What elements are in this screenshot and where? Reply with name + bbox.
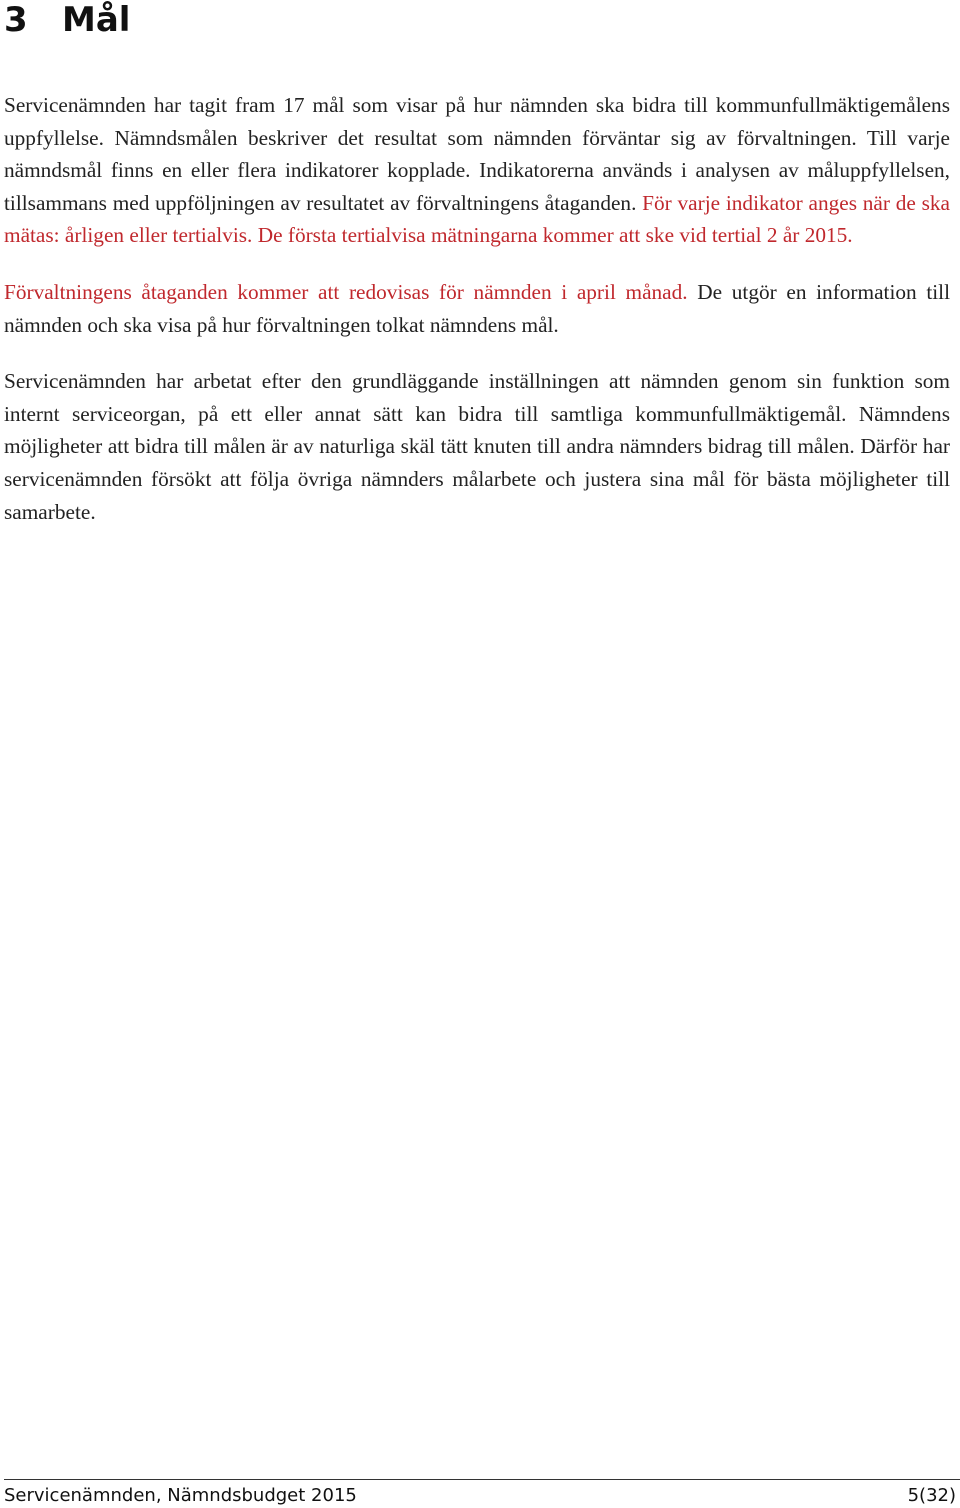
heading-title: Mål [62,0,131,40]
paragraph-1 [4,89,950,252]
heading-number: 3 [4,0,28,40]
footer-divider [4,1479,960,1480]
paragraph-2 [4,276,950,341]
page-heading [4,0,130,40]
footer-page-number: 5(32) [907,1485,956,1506]
paragraph-1-text: Servicenämnden har tagit fram 17 mål som visar på hur nämnden ska bidra till kommunfullmäktigemålens uppfyllelse. Nämndsmålen beskriver det resultat som nämnden förväntar sig av förvaltningen. Till varje nämndsmål finns en eller flera indikatorer kopplade. Indikatorerna används i analysen av måluppfyllelsen, tillsammans med uppföljningen av resultatet av förvaltningens åtaganden. [4,93,950,215]
paragraph-2-highlight: Förvaltningens åtaganden kommer att redovisas för nämnden i april månad. [4,279,688,304]
paragraph-3 [4,365,950,528]
paragraph-2-text: De utgör en information till nämnden och ska visa på hur förvaltningen tolkat nämndens mål. [4,279,951,337]
paragraph-1-highlight: För varje indikator anges när de ska mätas: årligen eller tertialvis. De första tertialvisa mätningarna kommer att ske vid tertial 2 år 2015. [4,190,951,248]
footer-document-title: Servicenämnden, Nämndsbudget 2015 [4,1485,357,1506]
document-body [4,89,950,552]
paragraph-3-text: Servicenämnden har arbetat efter den grundläggande inställningen att nämnden genom sin funktion som internt serviceorgan, på ett eller annat sätt kan bidra till samtliga kommunfullmäktigemål. Nämndens möjligheter att bidra till målen är av naturliga skäl tätt knuten till andra nämnders bidrag till målen. Därför har servicenämnden försökt att följa övriga nämnders målarbete och justera sina mål för bästa möjligheter till samarbete. [4,369,950,524]
